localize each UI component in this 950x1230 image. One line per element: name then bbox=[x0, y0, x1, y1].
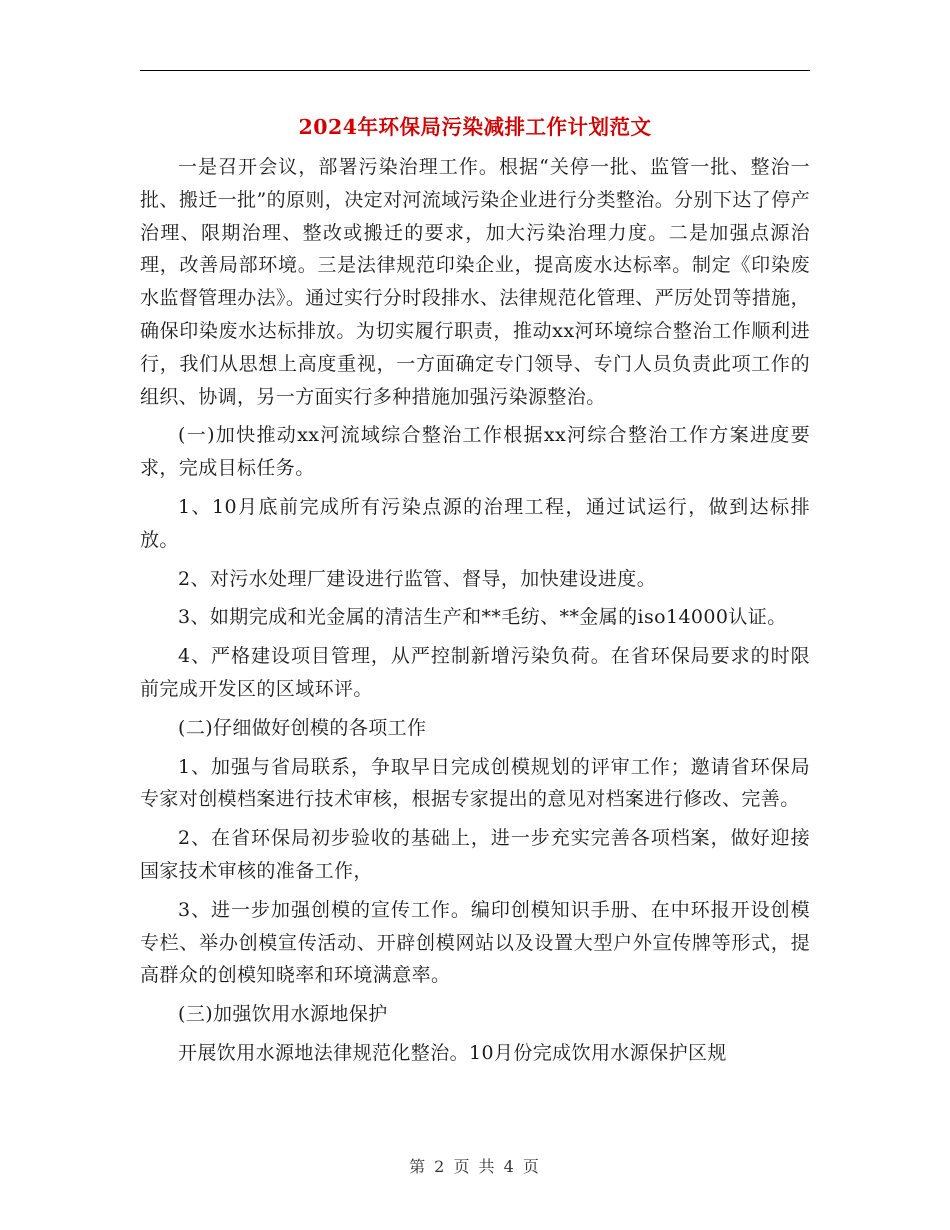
list-item: 4、严格建设项目管理，从严控制新增污染负荷。在省环保局要求的时限前完成开发区的区域环评。 bbox=[140, 645, 810, 700]
paragraph-intro: 一是召开会议，部署污染治理工作。根据“关停一批、监管一批、整治一批、搬迁一批”的原则，决定对河流域污染企业进行分类整治。分别下达了停产治理、限期治理、整改或搬迁的要求，加大污染治理力度。二是加强点源治理，改善局部环境。三是法律规范印染企业，提高废水达标率。制定《印染废水监督管理办法》。通过实行分时段排水、法律规范化管理、严厉处罚等措施，确保印染废水达标排放。为切实履行职责，推动xx河环境综合整治工作顺利进行，我们从思想上高度重视，一方面确定专门领导、专门人员负责此项工作的组织、协调，另一方面实行多种措施加强污染源整治。 bbox=[140, 156, 810, 408]
section-heading-2: (二)仔细做好创模的各项工作 bbox=[178, 716, 427, 739]
list-item: 3、进一步加强创模的宣传工作。编印创模知识手册、在中环报开设创模专栏、举办创模宣传活动、开辟创模网站以及设置大型户外宣传牌等形式，提高群众的创模知晓率和环境满意率。 bbox=[140, 898, 810, 987]
paragraph-final: 开展饮用水源地法律规范化整治。10月份完成饮用水源保护区规 bbox=[178, 1041, 727, 1064]
list-item: 1、10月底前完成所有污染点源的治理工程，通过试运行，做到达标排放。 bbox=[140, 495, 810, 551]
page-footer: 第 2 页 共 4 页 bbox=[409, 1157, 541, 1176]
document-body bbox=[140, 151, 810, 1070]
list-item: 1、加强与省局联系，争取早日完成创模规划的评审工作；邀请省环保局专家对创模档案进行技术审核，根据专家提出的意见对档案进行修改、完善。 bbox=[140, 755, 810, 811]
list-item: 2、对污水处理厂建设进行监管、督导，加快建设进度。 bbox=[178, 567, 657, 590]
section-heading-1: (一)加快推动xx河流域综合整治工作根据xx河综合整治工作方案进度要求，完成目标任务。 bbox=[140, 424, 810, 480]
list-item: 2、在省环保局初步验收的基础上，进一步充实完善各项档案，做好迎接国家技术审核的准备工作， bbox=[140, 827, 810, 882]
header-rule bbox=[140, 70, 810, 71]
section-heading-3: (三)加强饮用水源地保护 bbox=[178, 1003, 388, 1026]
document-title: 2024年环保局污染减排工作计划范文 bbox=[298, 115, 652, 139]
list-item: 3、如期完成和光金属的清洁生产和**毛纺、**金属的iso14000认证。 bbox=[178, 606, 787, 629]
